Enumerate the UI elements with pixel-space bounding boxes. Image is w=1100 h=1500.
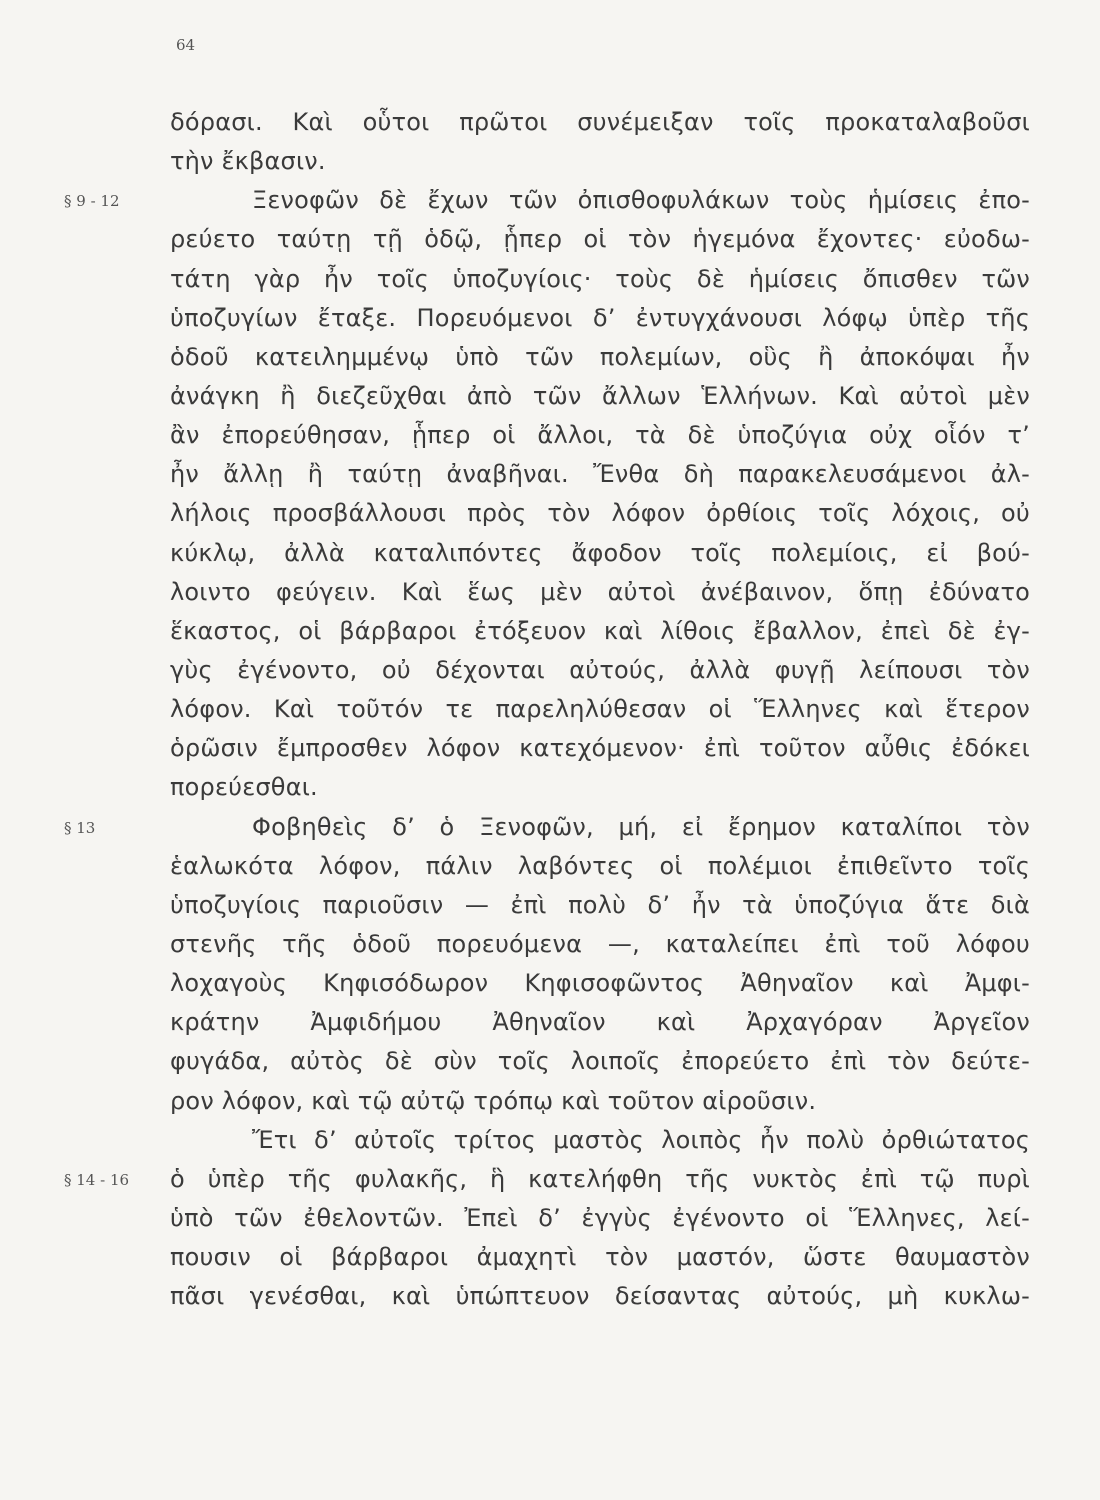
section-marker: § 13 <box>64 818 96 837</box>
text-line: ἀνάγκη ἢ διεζεῦχθαι ἀπὸ τῶν ἄλλων Ἑλλήνων. Καὶ αὐτοὶ μὲν <box>170 381 1030 410</box>
text-line: τάτη γὰρ ἦν τοῖς ὑποζυγίοις· τοὺς δὲ ἡμίσεις ὄπισθεν τῶν <box>170 264 1030 293</box>
text-line: λοχαγοὺς Κηφισόδωρον Κηφισοφῶντος Ἀθηναῖον καὶ Ἀμφι- <box>170 969 1030 998</box>
text-line: κύκλῳ, ἀλλὰ καταλιπόντες ἄφοδον τοῖς πολεμίοις, εἰ βού- <box>170 538 1030 567</box>
text-line: πορεύεσθαι. <box>170 773 318 802</box>
section-marker: § 14 - 16 <box>64 1171 130 1190</box>
text-line: ἂν ἐπορεύθησαν, ᾗπερ οἱ ἄλλοι, τὰ δὲ ὑποζύγια οὐχ οἷόν τ’ <box>170 421 1030 450</box>
text-line: δόρασι. Καὶ οὗτοι πρῶτοι συνέμειξαν τοῖς προκαταλαβοῦσι <box>170 108 1030 136</box>
page-number: 64 <box>176 36 196 54</box>
text-line: ἑαλωκότα λόφον, πάλιν λαβόντες οἱ πολέμιοι ἐπιθεῖντο τοῖς <box>170 851 1030 880</box>
text-line: γὺς ἐγένοντο, οὐ δέχονται αὐτούς, ἀλλὰ φυγῇ λείπουσι τὸν <box>170 655 1030 684</box>
text-line: πουσιν οἱ βάρβαροι ἀμαχητὶ τὸν μαστόν, ὥστε θαυμαστὸν <box>170 1243 1030 1272</box>
text-line: ὁδοῦ κατειλημμένῳ ὑπὸ τῶν πολεμίων, οὓς ἢ ἀποκόψαι ἦν <box>170 342 1030 371</box>
text-line: πᾶσι γενέσθαι, καὶ ὑπώπτευον δείσαντας αὐτούς, μὴ κυκλω- <box>170 1282 1030 1311</box>
text-line: φυγάδα, αὐτὸς δὲ σὺν τοῖς λοιποῖς ἐπορεύετο ἐπὶ τὸν δεύτε- <box>170 1047 1030 1076</box>
text-line: ὁ ὑπὲρ τῆς φυλακῆς, ἣ κατελήφθη τῆς νυκτὸς ἐπὶ τῷ πυρὶ <box>170 1164 1030 1193</box>
text-line: Φοβηθεὶς δ’ ὁ Ξενοφῶν, μή, εἰ ἔρημον καταλίποι τὸν <box>252 812 1030 841</box>
text-line: ἦν ἄλλῃ ἢ ταύτῃ ἀναβῆναι. Ἔνθα δὴ παρακελευσάμενοι ἀλ- <box>170 460 1030 489</box>
text-line: λόφον. Καὶ τοῦτόν τε παρεληλύθεσαν οἱ Ἕλληνες καὶ ἕτερον <box>170 695 1030 724</box>
text-line: ὑπὸ τῶν ἐθελοντῶν. Ἐπεὶ δ’ ἐγγὺς ἐγένοντο οἱ Ἕλληνες, λεί- <box>170 1203 1030 1232</box>
text-line: ρον λόφον, καὶ τῷ αὐτῷ τρόπῳ καὶ τοῦτον αἱροῦσιν. <box>170 1086 817 1115</box>
text-line: ἕκαστος, οἱ βάρβαροι ἐτόξευον καὶ λίθοις ἔβαλλον, ἐπεὶ δὲ ἐγ- <box>170 616 1030 645</box>
section-marker: § 9 - 12 <box>64 192 120 211</box>
text-line: λοιντο φεύγειν. Καὶ ἕως μὲν αὐτοὶ ἀνέβαινον, ὅπῃ ἐδύνατο <box>170 577 1030 606</box>
text-line: ὑποζυγίων ἔταξε. Πορευόμενοι δ’ ἐντυγχάνουσι λόφῳ ὑπὲρ τῆς <box>170 303 1030 332</box>
text-line: ὑποζυγίοις παριοῦσιν — ἐπὶ πολὺ δ’ ἦν τὰ ὑποζύγια ἅτε διὰ <box>170 890 1030 919</box>
text-line: Ξενοφῶν δὲ ἔχων τῶν ὀπισθοφυλάκων τοὺς ἡμίσεις ἐπο- <box>252 186 1030 215</box>
text-line: κράτην Ἀμφιδήμου Ἀθηναῖον καὶ Ἀρχαγόραν Ἀργεῖον <box>170 1008 1030 1037</box>
text-line: στενῆς τῆς ὁδοῦ πορευόμενα —, καταλείπει ἐπὶ τοῦ λόφου <box>170 929 1030 958</box>
body-text <box>170 103 1030 1316</box>
text-line: ρεύετο ταύτῃ τῇ ὁδῷ, ᾗπερ οἱ τὸν ἡγεμόνα ἔχοντες· εὐοδω- <box>170 225 1030 254</box>
text-line: τὴν ἔκβασιν. <box>170 147 326 176</box>
text-line: ὁρῶσιν ἔμπροσθεν λόφον κατεχόμενον· ἐπὶ τοῦτον αὖθις ἐδόκει <box>170 734 1030 763</box>
text-line: λήλοις προσβάλλουσι πρὸς τὸν λόφον ὀρθίοις τοῖς λόχοις, οὐ <box>170 499 1030 528</box>
text-line: Ἔτι δ’ αὐτοῖς τρίτος μαστὸς λοιπὸς ἦν πολὺ ὀρθιώτατος <box>252 1125 1030 1154</box>
